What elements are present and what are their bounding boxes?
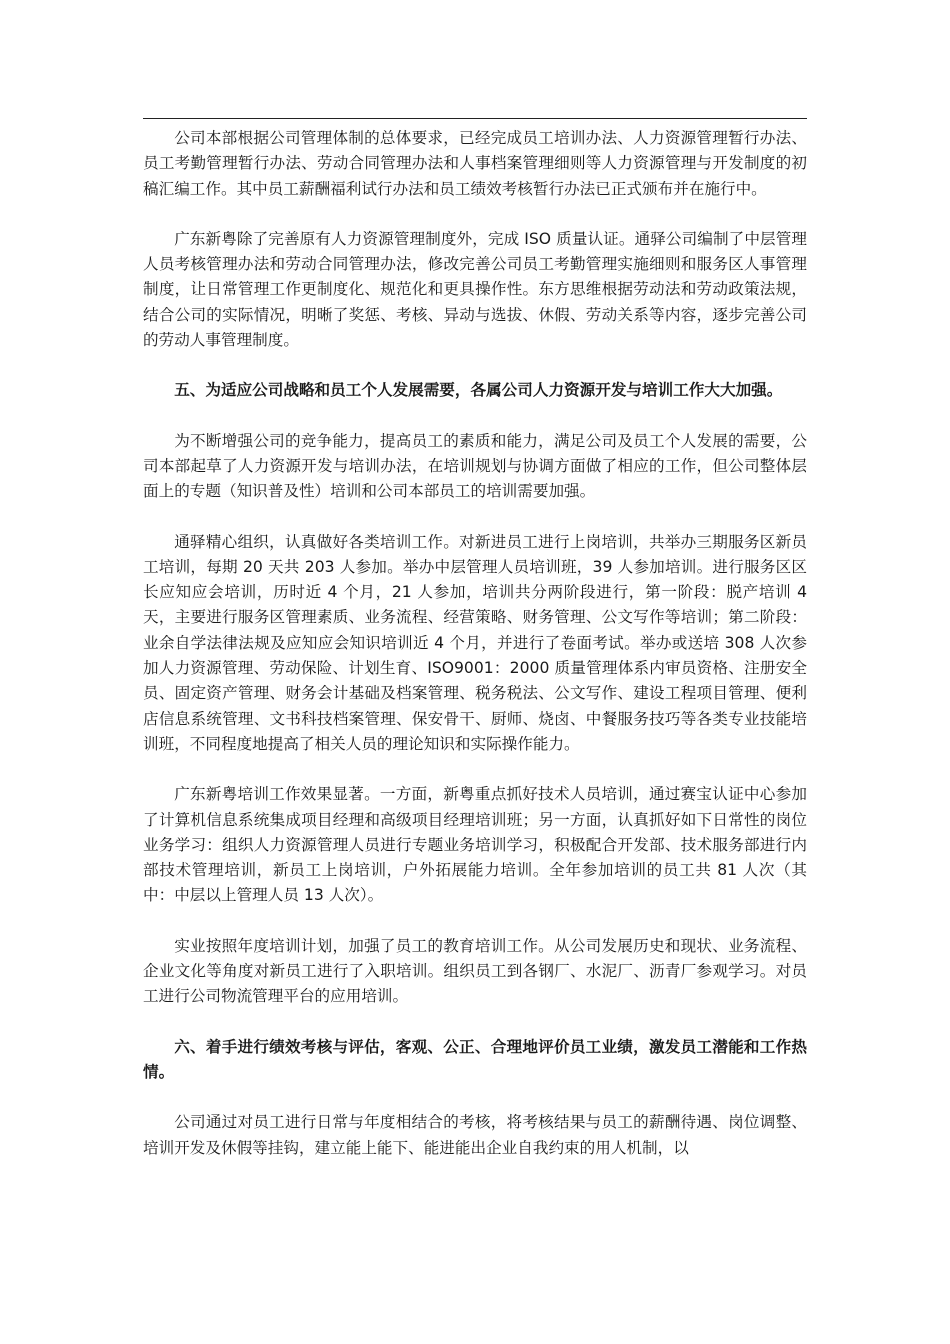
paragraph: 公司通过对员工进行日常与年度相结合的考核，将考核结果与员工的薪酬待遇、岗位调整、培训开发及休假等挂钩，建立能上能下、能进能出企业自我约束的用人机制，以	[143, 1113, 807, 1157]
section-heading: 六、着手进行绩效考核与评估，客观、公正、合理地评价员工业绩，激发员工潜能和工作热情。	[143, 1037, 807, 1081]
paragraph: 公司本部根据公司管理体制的总体要求，已经完成员工培训办法、人力资源管理暂行办法、员工考勤管理暂行办法、劳动合同管理办法和人事档案管理细则等人力资源管理与开发制度的初稿汇编工作。其中员工薪酬福利试行办法和员工绩效考核暂行办法已正式颁布并在施行中。	[143, 129, 807, 198]
paragraph: 实业按照年度培训计划，加强了员工的教育培训工作。从公司发展历史和现状、业务流程、企业文化等角度对新员工进行了入职培训。组织员工到各钢厂、水泥厂、沥青厂参观学习。对员工进行公司物流管理平台的应用培训。	[143, 936, 807, 1006]
section-heading: 五、为适应公司战略和员工个人发展需要，各属公司人力资源开发与培训工作大大加强。	[174, 381, 783, 400]
paragraph: 为不断增强公司的竞争能力，提高员工的素质和能力，满足公司及员工个人发展的需要，公司本部起草了人力资源开发与培训办法，在培训规划与协调方面做了相应的工作，但公司整体层面上的专题（知识普及性）培训和公司本部员工的培训需要加强。	[143, 431, 807, 501]
paragraph: 通驿精心组织，认真做好各类培训工作。对新进员工进行上岗培训，共举办三期服务区新员工培训，每期 20 天共 203 人参加。举办中层管理人员培训班，39 人参加培训。进行服务区区长应知应会培训，历时近 4 个月，21 人参加，培训共分两阶段进行，第一阶段：脱产培训 4 天，主要进行服务区管理素质、业务流程、经营策略、财务管理、公文写作等培训；第二阶段：业余自学法律法规及应知应会知识培训近 4 个月，并进行了卷面考试。举办或送培 308 人次参加人力资源管理、劳动保险、计划生育、ISO9001：2000 质量管理体系内审员资格、注册安全员、固定资产管理、财务会计基础及档案管理、税务税法、公文写作、建设工程项目管理、便利店信息系统管理、文书科技档案管理、保安骨干、厨师、烧卤、中餐服务技巧等各类专业技能培训班，不同程度地提高了相关人员的理论知识和实际操作能力。	[143, 532, 807, 753]
paragraph: 广东新粤培训工作效果显著。一方面，新粤重点抓好技术人员培训，通过赛宝认证中心参加了计算机信息系统集成项目经理和高级项目经理培训班；另一方面，认真抓好如下日常性的岗位业务学习：组织人力资源管理人员进行专题业务培训学习，积极配合开发部、技术服务部进行内部技术管理培训，新员工上岗培训，户外拓展能力培训。全年参加培训的员工共 81 人次（其中：中层以上管理人员 13 人次）。	[143, 785, 807, 905]
header-rule	[143, 118, 807, 119]
paragraph: 广东新粤除了完善原有人力资源管理制度外，完成 ISO 质量认证。通驿公司编制了中层管理人员考核管理办法和劳动合同管理办法，修改完善公司员工考勤管理实施细则和服务区人事管理制度，让日常管理工作更制度化、规范化和更具操作性。东方思维根据劳动法和劳动政策法规，结合公司的实际情况，明晰了奖惩、考核、异动与选拔、休假、劳动关系等内容，逐步完善公司的劳动人事管理制度。	[143, 229, 807, 350]
document-body	[143, 126, 807, 1186]
